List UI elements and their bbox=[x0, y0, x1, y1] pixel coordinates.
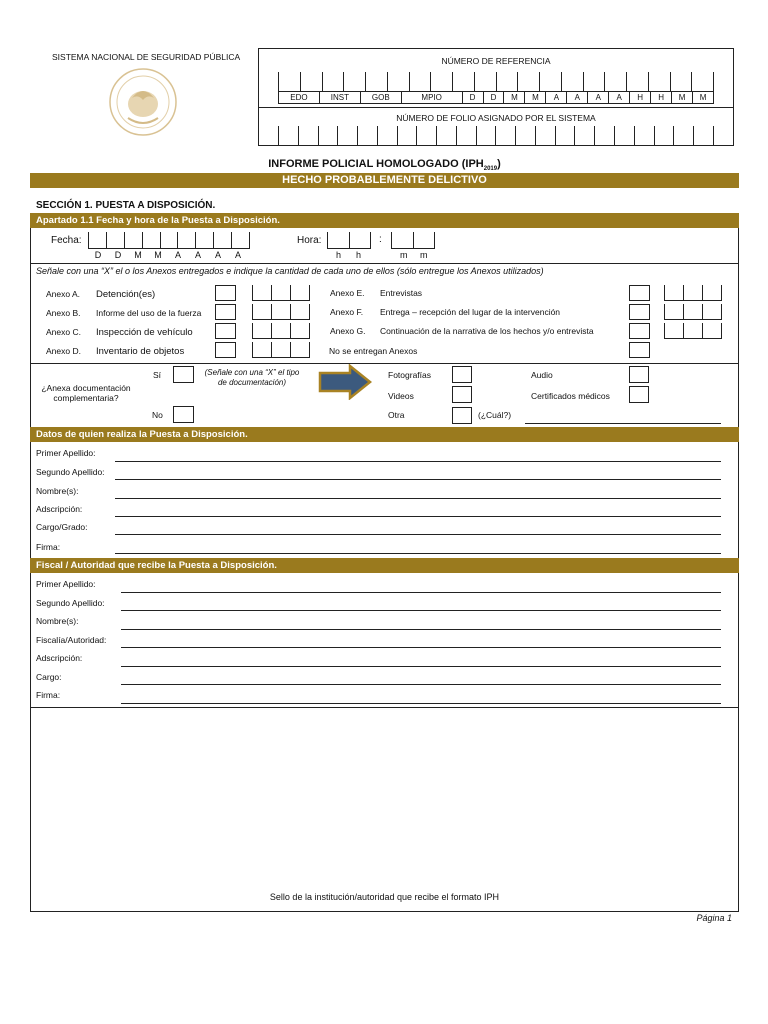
doc-type-certificados: Certificados médicos bbox=[531, 391, 610, 401]
qr-segundo-apellido-label: Segundo Apellido: bbox=[36, 467, 105, 477]
cual-input-line[interactable] bbox=[525, 423, 721, 424]
folio-number-title: NÚMERO DE FOLIO ASIGNADO POR EL SISTEMA bbox=[396, 113, 596, 123]
ref-label-m2: M bbox=[524, 92, 545, 103]
certificados-checkbox[interactable] bbox=[629, 386, 649, 403]
fiscal-nombre-label: Nombre(s): bbox=[36, 616, 79, 626]
fecha-sub-d2: D bbox=[114, 250, 122, 260]
fiscal-cargo-input[interactable] bbox=[121, 684, 721, 685]
doc-no-label: No bbox=[152, 410, 163, 420]
anexo-d-label: Inventario de objetos bbox=[96, 346, 185, 357]
ref-label-min1: M bbox=[671, 92, 692, 103]
qr-adscripcion-input[interactable] bbox=[115, 516, 721, 517]
qr-adscripcion-label: Adscripción: bbox=[36, 504, 83, 514]
fotografias-checkbox[interactable] bbox=[452, 366, 472, 383]
anexo-e-label: Entrevistas bbox=[380, 288, 423, 298]
qr-cargo-label: Cargo/Grado: bbox=[36, 522, 88, 532]
doc-no-checkbox[interactable] bbox=[173, 406, 194, 423]
section-heading: SECCIÓN 1. PUESTA A DISPOSICIÓN. bbox=[36, 200, 216, 211]
fecha-sub-m1: M bbox=[134, 250, 142, 260]
ref-label-a2: A bbox=[566, 92, 587, 103]
anexo-f-label: Entrega – recepción del lugar de la intervención bbox=[380, 307, 561, 317]
anexo-c-code: Anexo C. bbox=[46, 327, 81, 337]
anexo-e-code: Anexo E. bbox=[330, 288, 365, 298]
qr-firma-input[interactable] bbox=[115, 553, 721, 554]
ref-label-edo: EDO bbox=[278, 92, 319, 103]
anexo-a-code: Anexo A. bbox=[46, 289, 81, 299]
anexo-a-quantity[interactable] bbox=[252, 285, 310, 301]
doc-type-videos: Videos bbox=[388, 391, 414, 401]
folio-number-cells[interactable] bbox=[278, 126, 714, 145]
anexo-b-code: Anexo B. bbox=[46, 308, 81, 318]
audio-checkbox[interactable] bbox=[629, 366, 649, 383]
fiscal-autoridad-input[interactable] bbox=[121, 647, 721, 648]
fecha-label: Fecha: bbox=[51, 235, 82, 246]
hora-sub-m1: m bbox=[400, 250, 408, 260]
anexo-b-quantity[interactable] bbox=[252, 304, 310, 320]
ref-label-d1: D bbox=[462, 92, 483, 103]
fecha-sub-a1: A bbox=[174, 250, 181, 260]
doc-type-fotografias: Fotografías bbox=[388, 370, 431, 380]
qr-nombre-input[interactable] bbox=[115, 498, 721, 499]
ref-label-inst: INST bbox=[319, 92, 360, 103]
cual-label: (¿Cuál?) bbox=[478, 410, 512, 420]
no-anexos-checkbox[interactable] bbox=[629, 342, 650, 358]
hora-label: Hora: bbox=[297, 235, 322, 246]
reference-number-cells[interactable] bbox=[278, 72, 714, 104]
anexo-g-checkbox[interactable] bbox=[629, 323, 650, 339]
quien-realiza-bar: Datos de quien realiza la Puesta a Disposición. bbox=[30, 427, 739, 442]
anexo-d-code: Anexo D. bbox=[46, 346, 81, 356]
form-title: INFORME POLICIAL HOMOLOGADO $(IPH_{2019})$ bbox=[268, 158, 501, 173]
row-divider bbox=[30, 263, 739, 264]
reference-number-title: NÚMERO DE REFERENCIA bbox=[441, 56, 551, 66]
doc-si-checkbox[interactable] bbox=[173, 366, 194, 383]
anexo-d-quantity[interactable] bbox=[252, 342, 310, 358]
qr-nombre-label: Nombre(s): bbox=[36, 486, 79, 496]
fiscal-primer-apellido-label: Primer Apellido: bbox=[36, 579, 96, 589]
anexo-d-checkbox[interactable] bbox=[215, 342, 236, 358]
anexo-e-quantity[interactable] bbox=[664, 285, 722, 301]
sello-divider bbox=[30, 707, 739, 708]
row-divider bbox=[30, 363, 739, 364]
fiscal-segundo-apellido-label: Segundo Apellido: bbox=[36, 598, 105, 608]
anexo-g-code: Anexo G. bbox=[330, 326, 366, 336]
fiscal-firma-input[interactable] bbox=[121, 703, 721, 704]
fecha-sub-m2: M bbox=[154, 250, 162, 260]
hora-hours-cells[interactable] bbox=[327, 232, 371, 249]
anexo-b-label: Informe del uso de la fuerza bbox=[96, 308, 202, 318]
videos-checkbox[interactable] bbox=[452, 386, 472, 403]
qr-primer-apellido-label: Primer Apellido: bbox=[36, 448, 96, 458]
ref-label-d2: D bbox=[483, 92, 504, 103]
anexo-c-checkbox[interactable] bbox=[215, 323, 236, 339]
anexo-e-checkbox[interactable] bbox=[629, 285, 650, 301]
fiscal-segundo-apellido-input[interactable] bbox=[121, 610, 721, 611]
anexo-a-label: Detención(es) bbox=[96, 289, 156, 300]
anexo-f-checkbox[interactable] bbox=[629, 304, 650, 320]
ref-label-m1: M bbox=[503, 92, 524, 103]
fecha-sub-a4: A bbox=[234, 250, 241, 260]
fiscal-adscripcion-label: Adscripción: bbox=[36, 653, 83, 663]
ref-label-a1: A bbox=[545, 92, 566, 103]
anexo-c-label: Inspección de vehículo bbox=[96, 327, 193, 338]
ref-label-h2: H bbox=[650, 92, 671, 103]
hora-sub-h1: h bbox=[336, 250, 342, 260]
reference-divider bbox=[258, 107, 734, 108]
form-banner: HECHO PROBABLEMENTE DELICTIVO bbox=[30, 173, 739, 188]
anexos-instruction: Señale con una “X” el o los Anexos entregados e indique la cantidad de cada uno de ellos (sólo entregue los Anexos utilizados) bbox=[36, 266, 544, 276]
fiscal-firma-label: Firma: bbox=[36, 690, 61, 700]
fiscal-autoridad-label: Fiscalía/Autoridad: bbox=[36, 635, 107, 645]
apartado-bar: Apartado 1.1 Fecha y hora de la Puesta a Disposición. bbox=[30, 213, 739, 228]
qr-firma-label: Firma: bbox=[36, 542, 61, 552]
hora-colon: : bbox=[379, 234, 382, 245]
ref-label-min2: M bbox=[692, 92, 714, 103]
hora-sub-m2: m bbox=[420, 250, 428, 260]
doc-si-label: Sí bbox=[153, 370, 162, 380]
doc-question: ¿Anexa documentación complementaria? bbox=[41, 383, 131, 403]
hora-minutes-cells[interactable] bbox=[391, 232, 435, 249]
doc-type-otra: Otra bbox=[388, 410, 405, 420]
fiscal-nombre-input[interactable] bbox=[121, 629, 721, 630]
doc-hint: (Señale con una “X” el tipo de documentación) bbox=[204, 368, 300, 387]
fecha-sub-d1: D bbox=[94, 250, 102, 260]
anexo-c-quantity[interactable] bbox=[252, 323, 310, 339]
fecha-sub-a2: A bbox=[194, 250, 201, 260]
fiscal-adscripcion-input[interactable] bbox=[121, 666, 721, 667]
hora-sub-h2: h bbox=[356, 250, 362, 260]
anexo-b-checkbox[interactable] bbox=[215, 304, 236, 320]
qr-cargo-input[interactable] bbox=[115, 534, 721, 535]
fiscal-cargo-label: Cargo: bbox=[36, 672, 62, 682]
ref-label-a3: A bbox=[587, 92, 608, 103]
anexo-g-quantity[interactable] bbox=[664, 323, 722, 339]
otra-checkbox[interactable] bbox=[452, 407, 472, 424]
national-seal-emblem bbox=[104, 66, 182, 138]
anexo-f-code: Anexo F. bbox=[330, 307, 364, 317]
anexo-f-quantity[interactable] bbox=[664, 304, 722, 320]
doc-type-audio: Audio bbox=[531, 370, 553, 380]
ref-label-gob: GOB bbox=[360, 92, 401, 103]
fecha-input-cells[interactable] bbox=[88, 232, 250, 249]
fiscal-bar: Fiscal / Autoridad que recibe la Puesta a Disposición. bbox=[30, 558, 739, 573]
ref-label-h1: H bbox=[629, 92, 650, 103]
ref-label-a4: A bbox=[608, 92, 629, 103]
ref-label-mpio: MPIO bbox=[401, 92, 462, 103]
page-number: Página 1 bbox=[696, 913, 732, 923]
anexo-a-checkbox[interactable] bbox=[215, 285, 236, 301]
fecha-sublabels bbox=[88, 250, 258, 260]
anexo-g-label: Continuación de la narrativa de los hechos y/o entrevista bbox=[380, 326, 594, 336]
fecha-sub-a3: A bbox=[214, 250, 221, 260]
arrow-icon bbox=[318, 364, 372, 400]
qr-primer-apellido-input[interactable] bbox=[115, 461, 721, 462]
qr-segundo-apellido-input[interactable] bbox=[115, 479, 721, 480]
no-anexos-label: No se entregan Anexos bbox=[329, 346, 418, 356]
fiscal-primer-apellido-input[interactable] bbox=[121, 592, 721, 593]
sello-label: Sello de la institución/autoridad que recibe el formato IPH bbox=[269, 892, 500, 902]
system-name: SISTEMA NACIONAL DE SEGURIDAD PÚBLICA bbox=[52, 52, 241, 62]
